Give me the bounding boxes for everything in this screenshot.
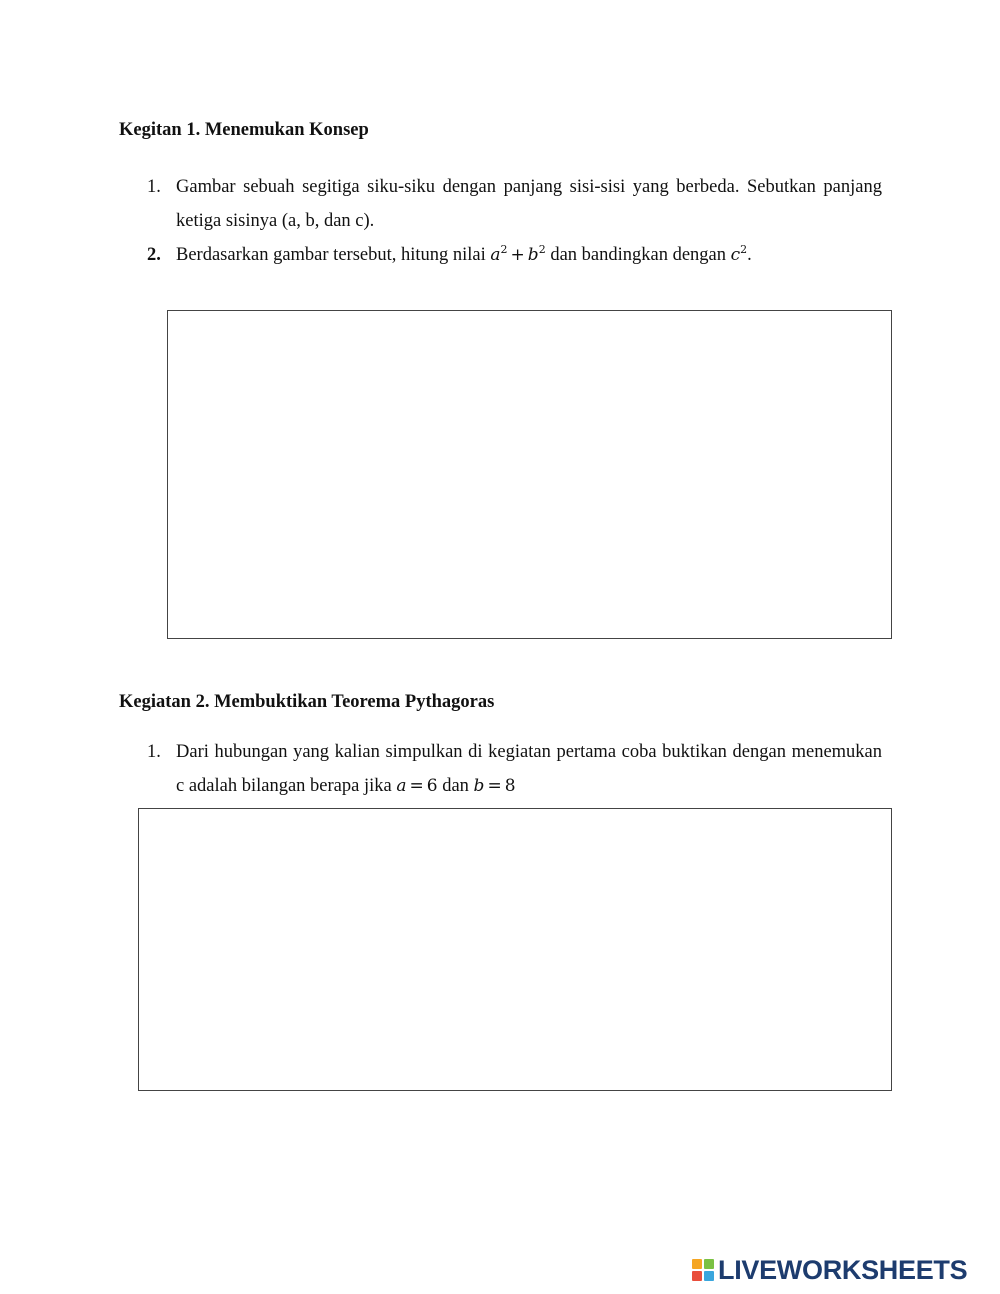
logo-square <box>704 1271 714 1281</box>
item-text <box>176 735 882 803</box>
liveworksheets-logo <box>692 1255 967 1285</box>
logo-square <box>692 1271 702 1281</box>
logo-square <box>704 1259 714 1269</box>
text-part: . <box>747 245 752 265</box>
formula-a-equals <box>396 776 437 796</box>
formula-b-equals <box>474 776 516 796</box>
formula-c2 <box>731 245 748 265</box>
answer-box-1[interactable] <box>167 310 892 639</box>
var-b: b <box>527 245 539 265</box>
formula-a2-plus-b2 <box>490 245 545 265</box>
var-a: a <box>490 245 501 265</box>
exponent: 2 <box>500 243 508 256</box>
exponent: 2 <box>538 243 546 256</box>
item-number: 1. <box>147 742 161 762</box>
text-part: dan <box>437 776 474 796</box>
a-value: 6 <box>426 776 438 796</box>
section1-item-1 <box>147 170 882 238</box>
equals-sign: = <box>487 776 502 796</box>
text-part: Dari hubungan yang kalian simpulkan di kegiatan pertama coba buktikan dengan menemukan c adalah bilangan berapa jika <box>176 742 882 796</box>
answer-box-2[interactable] <box>138 808 892 1091</box>
b-value: 8 <box>504 776 516 796</box>
logo-mark-icon <box>692 1259 714 1281</box>
section2-heading: Kegiatan 2. Membuktikan Teorema Pythagoras <box>119 692 495 712</box>
section1-heading: Kegitan 1. Menemukan Konsep <box>119 120 369 140</box>
logo-square <box>692 1259 702 1269</box>
equals-sign: = <box>409 776 424 796</box>
item-text <box>176 238 882 272</box>
exponent: 2 <box>740 243 748 256</box>
logo-text: LIVEWORKSHEETS <box>718 1255 968 1285</box>
var-c: c <box>730 245 741 265</box>
section2-item-1 <box>147 735 882 803</box>
var-a: a <box>396 776 407 796</box>
text-part: Berdasarkan gambar tersebut, hitung nilai <box>176 245 491 265</box>
section1-item-2 <box>147 238 882 272</box>
item-text: Gambar sebuah segitiga siku-siku dengan panjang sisi-sisi yang berbeda. Sebutkan panjang ketiga sisinya (a, b, dan c). <box>176 177 882 231</box>
var-b: b <box>473 776 485 796</box>
text-part: dan bandingkan dengan <box>545 245 731 265</box>
plus-sign: + <box>510 245 525 265</box>
item-number: 1. <box>147 177 161 197</box>
item-number: 2. <box>147 245 161 265</box>
